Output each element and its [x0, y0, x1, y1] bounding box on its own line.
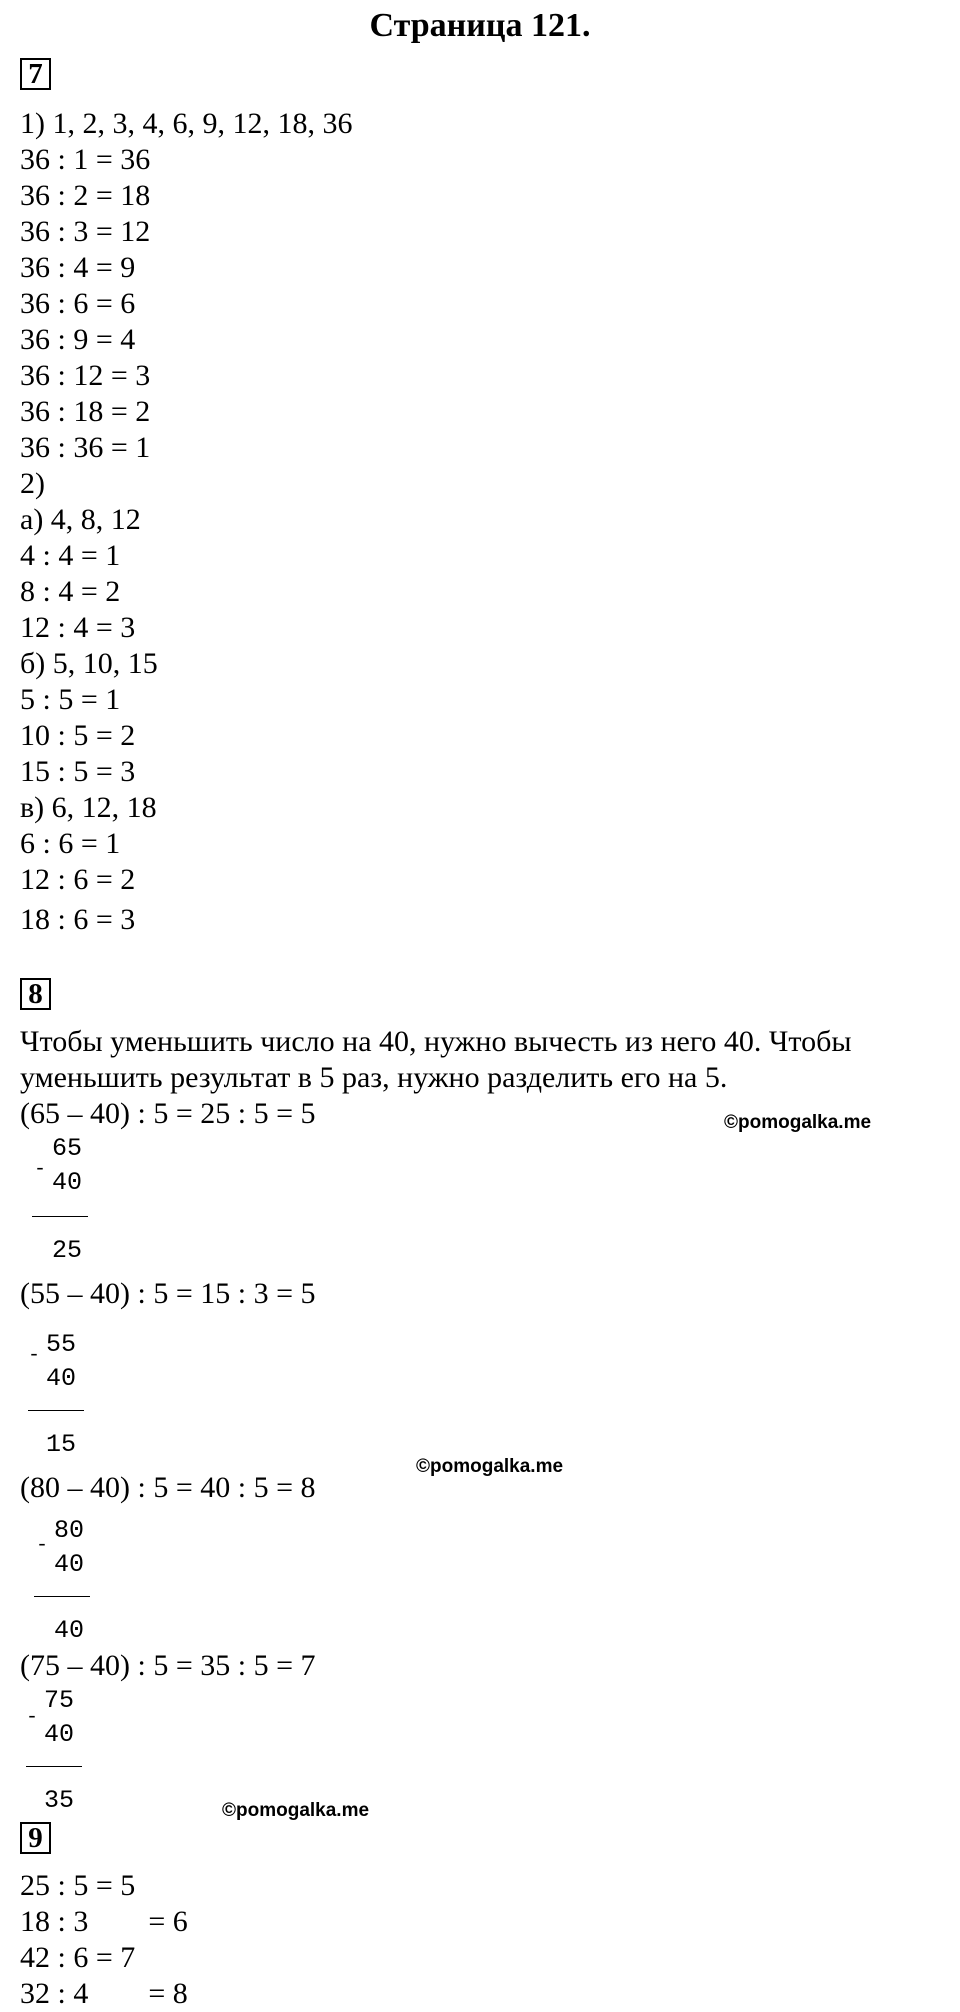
- task-9-number: 9: [20, 1822, 51, 1854]
- task-8-text: Чтобы уменьшить число на 40, нужно вычесть из него 40. Чтобы: [20, 1025, 852, 1058]
- task-7-line: 36 : 1 = 36: [20, 143, 151, 176]
- column-minuend: 65: [52, 1134, 83, 1163]
- task-7-line: 36 : 18 = 2: [20, 395, 151, 428]
- task-9-line: 18 : 3 = 6: [20, 1905, 188, 1938]
- task-7-line: 36 : 2 = 18: [20, 179, 151, 212]
- column-subtrahend: 40: [52, 1168, 83, 1197]
- task-9-line: 42 : 6 = 7: [20, 1941, 136, 1974]
- column-subtrahend: 40: [54, 1550, 85, 1579]
- column-result: 15: [46, 1430, 77, 1459]
- column-line: [28, 1410, 84, 1411]
- watermark: ©pomogalka.me: [222, 1800, 370, 1821]
- task-7-line: 1) 1, 2, 3, 4, 6, 9, 12, 18, 36: [20, 107, 353, 140]
- task-7-line: 8 : 4 = 2: [20, 575, 121, 608]
- task-7-line: 36 : 9 = 4: [20, 323, 136, 356]
- task-9-line: 32 : 4 = 8: [20, 1977, 188, 2010]
- minus-sign: -: [36, 1534, 49, 1557]
- task-7-line: 12 : 6 = 2: [20, 863, 136, 896]
- task-7-line: 15 : 5 = 3: [20, 755, 136, 788]
- task-8-expression: (80 – 40) : 5 = 40 : 5 = 8: [20, 1471, 316, 1504]
- column-line: [32, 1216, 88, 1217]
- task-7-line: 36 : 4 = 9: [20, 251, 136, 284]
- task-7-line: 36 : 36 = 1: [20, 431, 151, 464]
- task-7-line: 6 : 6 = 1: [20, 827, 121, 860]
- column-subtrahend: 40: [44, 1720, 75, 1749]
- watermark: ©pomogalka.me: [724, 1112, 872, 1133]
- column-subtrahend: 40: [46, 1364, 77, 1393]
- minus-sign: -: [28, 1344, 41, 1367]
- task-7-line: 36 : 6 = 6: [20, 287, 136, 320]
- task-8-expression: (55 – 40) : 5 = 15 : 3 = 5: [20, 1277, 316, 1310]
- column-line: [34, 1596, 90, 1597]
- task-7-line: 2): [20, 467, 45, 500]
- task-8-text: уменьшить результат в 5 раз, нужно разделить его на 5.: [20, 1061, 728, 1094]
- column-minuend: 55: [46, 1330, 77, 1359]
- minus-sign: -: [26, 1706, 39, 1729]
- column-minuend: 75: [44, 1686, 75, 1715]
- page-title: Страница 121.: [369, 7, 591, 44]
- minus-sign: -: [34, 1158, 47, 1181]
- column-result: 35: [44, 1786, 75, 1815]
- task-7-line: 12 : 4 = 3: [20, 611, 136, 644]
- task-9-line: 25 : 5 = 5: [20, 1869, 136, 1902]
- task-7-line: 18 : 6 = 3: [20, 903, 136, 936]
- task-8-expression: (75 – 40) : 5 = 35 : 5 = 7: [20, 1649, 316, 1682]
- task-7-line: б) 5, 10, 15: [20, 647, 158, 680]
- task-7-line: а) 4, 8, 12: [20, 503, 141, 536]
- task-7-number: 7: [20, 58, 51, 90]
- task-7-line: 10 : 5 = 2: [20, 719, 136, 752]
- task-7-line: 36 : 3 = 12: [20, 215, 151, 248]
- column-minuend: 80: [54, 1516, 85, 1545]
- task-7-line: 36 : 12 = 3: [20, 359, 151, 392]
- column-result: 25: [52, 1236, 83, 1265]
- watermark: ©pomogalka.me: [416, 1456, 564, 1477]
- column-result: 40: [54, 1616, 85, 1645]
- task-7-line: 4 : 4 = 1: [20, 539, 121, 572]
- task-7-line: 5 : 5 = 1: [20, 683, 121, 716]
- task-8-expression: (65 – 40) : 5 = 25 : 5 = 5: [20, 1097, 316, 1130]
- task-8-number: 8: [20, 978, 51, 1010]
- column-line: [26, 1766, 82, 1767]
- task-7-line: в) 6, 12, 18: [20, 791, 157, 824]
